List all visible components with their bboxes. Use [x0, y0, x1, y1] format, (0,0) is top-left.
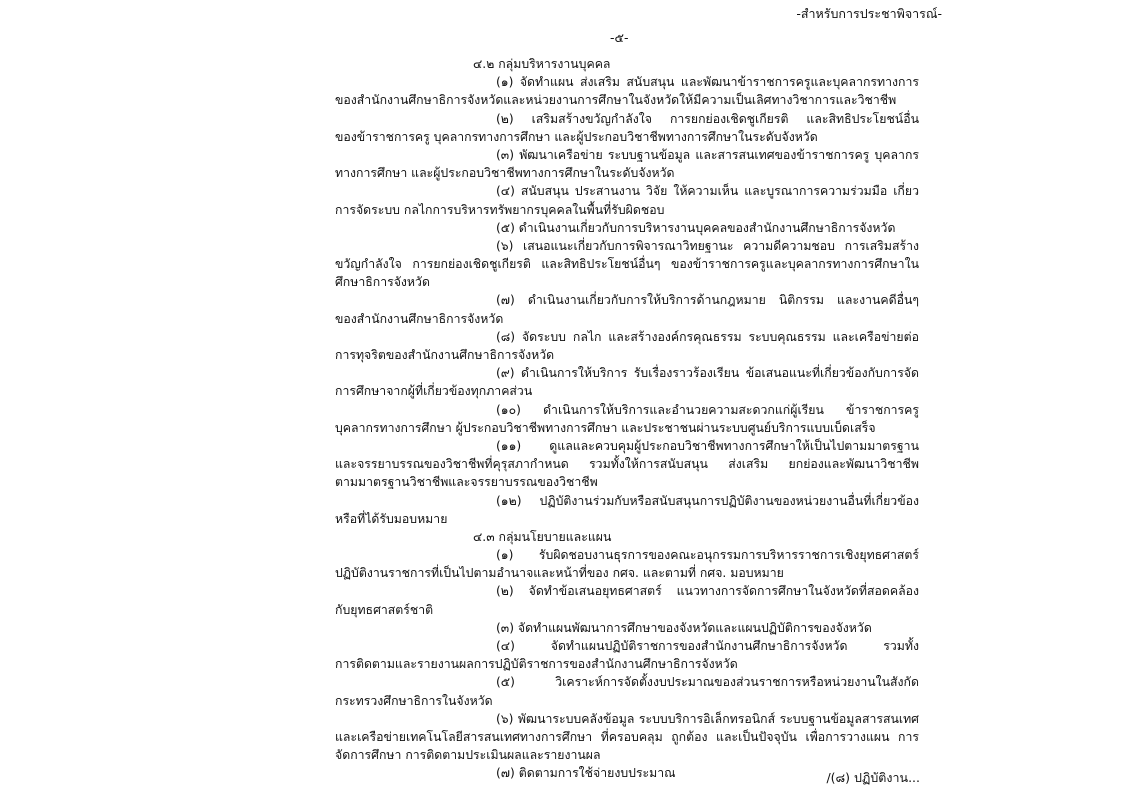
list-item-continuation: กระทรวงศึกษาธิการในจังหวัด: [335, 693, 493, 708]
list-item-continuation: ตามมาตรฐานวิชาชีพและจรรยาบรรณของวิชาชีพ: [335, 475, 598, 490]
list-item: (๘) จัดระบบ กลไก และสร้างองค์กรคุณธรรม ระบบคุณธรรม และเครือข่ายต่อ: [496, 329, 919, 344]
list-item-continuation: การทุจริตของสำนักงานศึกษาธิการจังหวัด: [335, 348, 555, 362]
list-item-continuation: ของสำนักงานศึกษาธิการจังหวัดและหน่วยงานการศึกษาในจังหวัดให้มีความเป็นเลิศทางวิชาการและวิชาชีพ: [335, 93, 897, 108]
list-item-continuation: ทางการศึกษา และผู้ประกอบวิชาชีพทางการศึกษาในระดับจังหวัด: [335, 166, 675, 181]
list-item: (๙) ดำเนินการให้บริการ รับเรื่องราวร้องเรียน ข้อเสนอแนะที่เกี่ยวข้องกับการจัด: [496, 366, 919, 381]
list-item: (๖) เสนอแนะเกี่ยวกับการพิจารณาวิทยฐานะ ความดีความชอบ การเสริมสร้าง: [496, 238, 919, 253]
list-item-continuation: หรือที่ได้รับมอบหมาย: [335, 511, 448, 526]
footer-continuation-note: /(๘) ปฏิบัติงาน...: [826, 770, 920, 785]
section-heading: ๔.๒ กลุ่มบริหารงานบุคคล: [473, 57, 611, 71]
list-item: (๗) ติดตามการใช้จ่ายงบประมาณ: [496, 766, 676, 781]
list-item-continuation: บุคลากรทางการศึกษา ผู้ประกอบวิชาชีพทางการศึกษา และประชาชนผ่านระบบศูนย์บริการแบบเบ็ดเสร็จ: [335, 420, 876, 435]
list-item-continuation: และเครือข่ายเทคโนโลยีสารสนเทศทางการศึกษา ที่ครอบคลุม ถูกต้อง และเป็นปัจจุบัน เพื่อการวางแผน การ: [335, 729, 919, 744]
list-item-continuation: การจัดระบบ กลไกการบริหารทรัพยากรบุคคลในพื้นที่รับผิดชอบ: [335, 202, 665, 217]
list-item: (๒) เสริมสร้างขวัญกำลังใจ การยกย่องเชิดชูเกียรติ และสิทธิประโยชน์อื่น: [496, 111, 919, 126]
document-body: [335, 55, 919, 783]
list-item: (๑๑) ดูแลและควบคุมผู้ประกอบวิชาชีพทางการศึกษาให้เป็นไปตามมาตรฐาน: [496, 438, 919, 453]
list-item: (๕) ดำเนินงานเกี่ยวกับการบริหารงานบุคคลของสำนักงานศึกษาธิการจังหวัด: [496, 220, 896, 235]
list-item: (๖) พัฒนาระบบคลังข้อมูล ระบบบริการอิเล็กทรอนิกส์ ระบบฐานข้อมูลสารสนเทศ: [496, 711, 919, 726]
list-item-continuation: ปฏิบัติงานราชการที่เป็นไปตามอำนาจและหน้าที่ของ กศจ. และตามที่ กศจ. มอบหมาย: [335, 566, 784, 581]
list-item: (๑) รับผิดชอบงานธุรการของคณะอนุกรรมการบริหารราชการเชิงยุทธศาสตร์: [496, 548, 919, 563]
header-note: -สำหรับการประชาพิจารณ์-: [796, 6, 942, 21]
list-item-continuation: การติดตามและรายงานผลการปฏิบัติราชการของสำนักงานศึกษาธิการจังหวัด: [335, 657, 738, 672]
list-item: (๓) พัฒนาเครือข่าย ระบบฐานข้อมูล และสารสนเทศของข้าราชการครู บุคลากร: [496, 147, 919, 162]
list-item-continuation: ศึกษาธิการจังหวัด: [335, 275, 430, 290]
list-item: (๔) จัดทำแผนปฏิบัติราชการของสำนักงานศึกษาธิการจังหวัด รวมทั้ง: [496, 639, 919, 653]
list-item: (๒) จัดทำข้อเสนอยุทธศาสตร์ แนวทางการจัดการศึกษาในจังหวัดที่สอดคล้อง: [496, 584, 919, 599]
list-item: (๓) จัดทำแผนพัฒนาการศึกษาของจังหวัดและแผนปฏิบัติการของจังหวัด: [496, 620, 872, 635]
list-item-continuation: กับยุทธศาสตร์ชาติ: [335, 602, 434, 617]
list-item: (๑๒) ปฏิบัติงานร่วมกับหรือสนับสนุนการปฏิบัติงานของหน่วยงานอื่นที่เกี่ยวข้อง: [496, 493, 919, 508]
list-item: (๑๐) ดำเนินการให้บริการและอำนวยความสะดวกแก่ผู้เรียน ข้าราชการครู: [496, 402, 919, 417]
page-number: -๕-: [610, 30, 629, 45]
list-item: (๗) ดำเนินงานเกี่ยวกับการให้บริการด้านกฎหมาย นิติกรรม และงานคดีอื่นๆ: [496, 293, 919, 308]
list-item: (๕) วิเคราะห์การจัดตั้งงบประมาณของส่วนราชการหรือหน่วยงานในสังกัด: [496, 675, 919, 690]
list-item: (๑) จัดทำแผน ส่งเสริม สนับสนุน และพัฒนาข้าราชการครูและบุคลากรทางการ: [496, 75, 919, 90]
list-item: (๔) สนับสนุน ประสานงาน วิจัย ให้ความเห็น และบูรณาการความร่วมมือ เกี่ยว: [496, 184, 919, 199]
section-heading: ๔.๓ กลุ่มนโยบายและแผน: [473, 529, 612, 544]
list-item-continuation: ของข้าราชการครู บุคลากรทางการศึกษา และผู้ประกอบวิชาชีพทางการศึกษาในระดับจังหวัด: [335, 129, 818, 144]
list-item-continuation: การศึกษาจากผู้ที่เกี่ยวข้องทุกภาคส่วน: [335, 384, 533, 399]
list-item-continuation: และจรรยาบรรณของวิชาชีพที่คุรุสภากำหนด รวมทั้งให้การสนับสนุน ส่งเสริม ยกย่องและพัฒนาวิชาชีพ: [335, 457, 919, 472]
list-item-continuation: ของสำนักงานศึกษาธิการจังหวัด: [335, 311, 504, 326]
list-item-continuation: จัดการศึกษา การติดตามประเมินผลและรายงานผล: [335, 748, 601, 763]
list-item-continuation: ขวัญกำลังใจ การยกย่องเชิดชูเกียรติ และสิทธิประโยชน์อื่นๆ ของข้าราชการครูและบุคลากรทางการศึกษาใน: [335, 257, 919, 272]
